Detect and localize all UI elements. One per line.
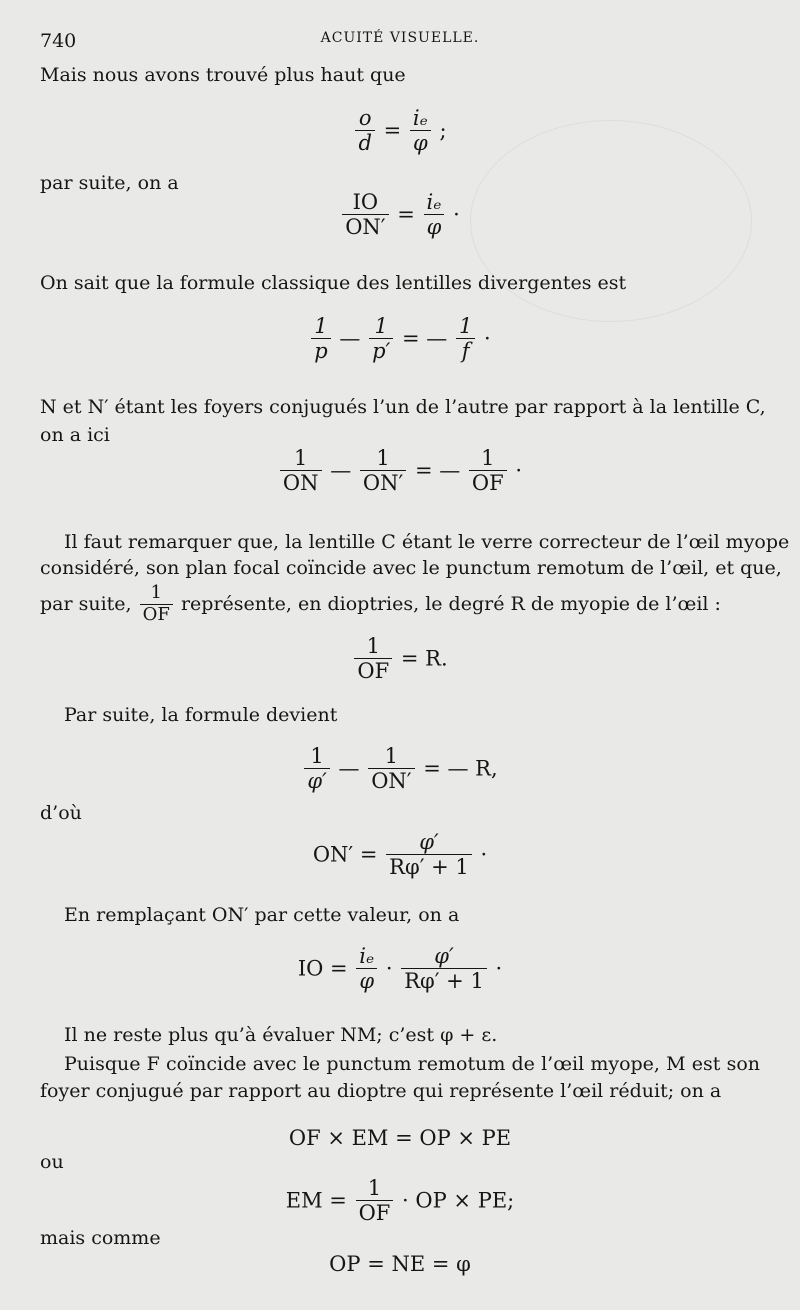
punctuation: · [453,202,460,227]
fraction [304,744,329,793]
equation-8 [0,830,800,879]
equation-lhs: ON′ = [312,842,378,867]
equation-10: OF × EM = OP × PE [288,1126,512,1150]
equation-7 [0,744,800,793]
equation-9 [0,944,800,993]
numerator: φ′ [386,830,472,855]
equation-6 [0,634,800,683]
denominator: Rφ′ + 1 [404,969,484,994]
punctuation: · [515,458,523,483]
numerator: 1 [356,1176,394,1201]
equation-2 [0,190,800,239]
numerator: 1 [140,583,173,605]
text-line: Mais nous avons trouvé plus haut que [40,64,406,86]
fraction [311,314,330,363]
text-line: N et N′ étant les foyers conjugués l’un de l’autre par rapport à la lentille C, [40,396,766,418]
text-line: considéré, son plan focal coïncide avec le punctum remotum de l’œil, et que, [40,557,782,579]
equation-lhs: EM = [285,1188,347,1213]
denominator: ON′ [345,215,386,240]
punctuation: · [484,326,491,351]
text-line: ou [40,1151,64,1173]
fraction [140,583,173,625]
equation-rhs: = — R, [423,756,498,781]
numerator: 1 [280,446,322,471]
numerator: iₑ [356,944,377,969]
minus-sign: — [338,756,360,781]
text-fragment: par suite, [40,593,132,616]
fraction [456,314,475,363]
numerator: iₑ [424,190,445,215]
multiplication-dot: · [385,956,393,981]
denominator: ON [282,471,319,496]
minus-sign: — [339,326,361,351]
equation-rhs: · OP × PE; [402,1188,515,1213]
punctuation: · [495,956,503,981]
fraction [360,446,406,495]
numerator: 1 [354,634,392,659]
numerator: 1 [311,314,330,339]
numerator: φ′ [401,944,487,969]
numerator: o [355,106,374,131]
text-line: Puisque F coïncide avec le punctum remotum de l’œil myope, M est son [64,1053,760,1075]
text-fragment: représente, en dioptries, le degré R de myopie de l’œil : [180,593,721,616]
punctuation: · [480,842,488,867]
fraction [356,1176,394,1225]
page-number: 740 [40,30,77,52]
equation-12: OP = NE = φ [329,1252,471,1276]
equation-rhs: = R. [400,646,448,671]
numerator: 1 [369,314,393,339]
denominator: p′ [372,339,391,364]
text-line: foyer conjugué par rapport au dioptre qui représente l’œil réduit; on a [40,1080,722,1102]
fraction [342,190,388,239]
fraction [469,446,507,495]
denominator: Rφ′ + 1 [389,855,469,880]
denominator: d [358,131,372,156]
equation-4 [0,446,800,495]
equals-sign: = — [402,326,448,351]
fraction [386,830,472,879]
text-line: Par suite, la formule devient [64,704,338,726]
denominator: φ [426,215,442,240]
denominator: OF [358,1201,391,1226]
running-title: ACUITÉ VISUELLE. [320,30,480,46]
text-line-with-fraction [40,583,721,625]
denominator: OF [357,659,390,684]
equation-3 [0,314,800,363]
denominator: OF [142,603,170,625]
denominator: ON′ [371,769,412,794]
fraction [368,744,414,793]
text-line: Il ne reste plus qu’à évaluer NM; c’est φ + ε. [64,1024,498,1046]
fraction [401,944,487,993]
denominator: φ [359,969,375,994]
text-line: d’où [40,802,82,824]
text-line: par suite, on a [40,172,179,194]
denominator: φ′ [307,769,327,794]
denominator: ON′ [362,471,404,496]
punctuation: ; [439,118,447,143]
denominator: p [314,339,328,364]
fraction [355,106,374,155]
fraction [354,634,392,683]
text-line: On sait que la formule classique des lentilles divergentes est [40,272,627,294]
fraction [369,314,393,363]
numerator: iₑ [410,106,431,131]
fraction [280,446,322,495]
denominator: φ [412,131,428,156]
numerator: 1 [368,744,414,769]
numerator: 1 [360,446,406,471]
minus-sign: — [330,458,352,483]
equals-sign: = [397,202,415,227]
numerator: 1 [304,744,329,769]
equation-lhs: IO = [297,956,348,981]
numerator: IO [342,190,388,215]
fraction [356,944,377,993]
equation-11 [0,1176,800,1225]
text-line: En remplaçant ON′ par cette valeur, on a [64,904,460,926]
fraction [424,190,445,239]
text-line: Il faut remarquer que, la lentille C étant le verre correcteur de l’œil myope [64,531,790,553]
text-line: on a ici [40,424,110,446]
equals-sign: = [383,118,402,143]
fraction [410,106,431,155]
denominator: OF [471,471,504,496]
text-line: mais comme [40,1227,161,1249]
numerator: 1 [456,314,475,339]
denominator: f [461,339,470,364]
equation-1 [0,106,800,155]
equals-sign: = — [414,458,461,483]
numerator: 1 [469,446,507,471]
